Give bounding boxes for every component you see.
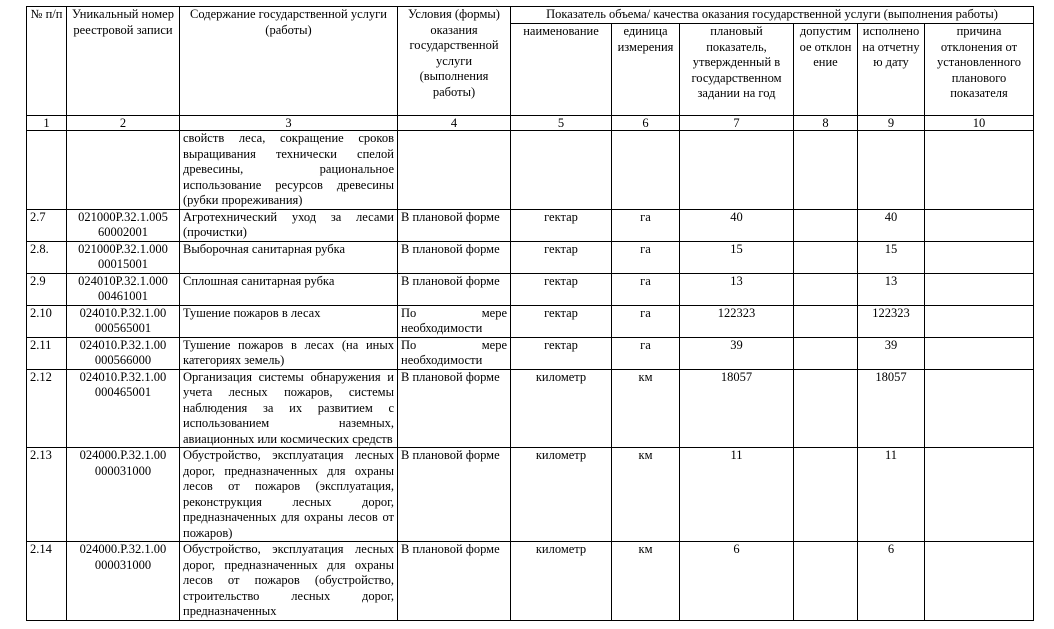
header-name: наименование xyxy=(511,24,612,116)
allowed-deviation xyxy=(794,337,858,369)
column-number: 4 xyxy=(398,116,511,131)
planned-value: 15 xyxy=(680,241,794,273)
registry-code: 024000.Р.32.1.00 000031000 xyxy=(67,448,180,542)
service-content: Тушение пожаров в лесах xyxy=(180,305,398,337)
registry-code: 024010.Р.32.1.00 000465001 xyxy=(67,369,180,448)
header-actual: исполнено на отчетную дату xyxy=(858,24,925,116)
service-conditions: В плановой форме xyxy=(398,448,511,542)
service-conditions: В плановой форме xyxy=(398,241,511,273)
header-row-top xyxy=(27,7,1034,24)
deviation-reason xyxy=(925,337,1034,369)
registry-code: 021000Р.32.1.005 60002001 xyxy=(67,209,180,241)
column-number: 10 xyxy=(925,116,1034,131)
registry-code: 024010Р.32.1.000 00461001 xyxy=(67,273,180,305)
indicator-unit: га xyxy=(612,209,680,241)
service-content: Организация системы обнаружения и учета лесных пожаров, системы наблюдения за их развитием с использованием наземных, авиационных или космических средств xyxy=(180,369,398,448)
allowed-deviation xyxy=(794,369,858,448)
indicator-name: километр xyxy=(511,369,612,448)
table-row xyxy=(27,209,1034,241)
table-row xyxy=(27,542,1034,621)
column-number: 5 xyxy=(511,116,612,131)
table-row xyxy=(27,448,1034,542)
service-content: Сплошная санитарная рубка xyxy=(180,273,398,305)
indicator-name: гектар xyxy=(511,305,612,337)
column-number-row xyxy=(27,116,1034,131)
row-number: 2.7 xyxy=(27,209,67,241)
indicator-unit: га xyxy=(612,305,680,337)
indicator-name: километр xyxy=(511,448,612,542)
actual-value: 11 xyxy=(858,448,925,542)
service-content: Выборочная санитарная рубка xyxy=(180,241,398,273)
row-number: 2.11 xyxy=(27,337,67,369)
header-planned: плановый показатель, утвержденный в государственном задании на год xyxy=(680,24,794,116)
header-registry: Уникальный номер реестровой записи xyxy=(67,7,180,116)
header-unit: единица измерения xyxy=(612,24,680,116)
header-content: Содержание государственной услуги (работы) xyxy=(180,7,398,116)
row-number: 2.13 xyxy=(27,448,67,542)
allowed-deviation xyxy=(794,273,858,305)
deviation-reason xyxy=(925,448,1034,542)
actual-value: 15 xyxy=(858,241,925,273)
planned-value: 39 xyxy=(680,337,794,369)
indicator-unit: га xyxy=(612,337,680,369)
row-number: 2.12 xyxy=(27,369,67,448)
column-number: 9 xyxy=(858,116,925,131)
allowed-deviation xyxy=(794,305,858,337)
planned-value: 122323 xyxy=(680,305,794,337)
allowed-deviation xyxy=(794,241,858,273)
planned-value: 6 xyxy=(680,542,794,621)
deviation-reason xyxy=(925,542,1034,621)
table-row xyxy=(27,273,1034,305)
column-number: 7 xyxy=(680,116,794,131)
table-row xyxy=(27,241,1034,273)
deviation-reason xyxy=(925,369,1034,448)
service-conditions: По мере необходимости xyxy=(398,305,511,337)
row-number: 2.10 xyxy=(27,305,67,337)
planned-value: 11 xyxy=(680,448,794,542)
table-row xyxy=(27,337,1034,369)
service-conditions: В плановой форме xyxy=(398,369,511,448)
column-number: 6 xyxy=(612,116,680,131)
state-task-report-table xyxy=(26,6,1034,621)
column-number: 2 xyxy=(67,116,180,131)
registry-code: 024010.Р.32.1.00 000566000 xyxy=(67,337,180,369)
actual-value: 13 xyxy=(858,273,925,305)
actual-value: 39 xyxy=(858,337,925,369)
service-conditions xyxy=(398,131,511,210)
row-number: 2.14 xyxy=(27,542,67,621)
deviation-reason xyxy=(925,241,1034,273)
allowed-deviation xyxy=(794,542,858,621)
service-conditions: По мере необходимости xyxy=(398,337,511,369)
indicator-name: гектар xyxy=(511,337,612,369)
column-number: 1 xyxy=(27,116,67,131)
planned-value: 18057 xyxy=(680,369,794,448)
column-number: 3 xyxy=(180,116,398,131)
service-content: Обустройство, эксплуатация лесных дорог, предназначенных для охраны лесов от пожаров (обустройство, строительство лесных дорог, предназначенных xyxy=(180,542,398,621)
header-reason: причина отклонения от установленного планового показателя xyxy=(925,24,1034,116)
actual-value xyxy=(858,131,925,210)
allowed-deviation xyxy=(794,448,858,542)
registry-code xyxy=(67,131,180,210)
header-conditions: Условия (формы) оказания государственной услуги (выполнения работы) xyxy=(398,7,511,116)
actual-value: 6 xyxy=(858,542,925,621)
table-row xyxy=(27,305,1034,337)
allowed-deviation xyxy=(794,131,858,210)
row-number xyxy=(27,131,67,210)
indicator-unit: га xyxy=(612,241,680,273)
service-conditions: В плановой форме xyxy=(398,209,511,241)
indicator-name: гектар xyxy=(511,241,612,273)
actual-value: 40 xyxy=(858,209,925,241)
table-row xyxy=(27,369,1034,448)
row-number: 2.9 xyxy=(27,273,67,305)
registry-code: 021000Р.32.1.000 00015001 xyxy=(67,241,180,273)
indicator-name: гектар xyxy=(511,273,612,305)
service-content: свойств леса, сокращение сроков выращивания технически спелой древесины, рациональное использование ресурсов древесины (рубки прореживания) xyxy=(180,131,398,210)
deviation-reason xyxy=(925,209,1034,241)
planned-value: 13 xyxy=(680,273,794,305)
row-number: 2.8. xyxy=(27,241,67,273)
deviation-reason xyxy=(925,131,1034,210)
planned-value xyxy=(680,131,794,210)
service-content: Агротехнический уход за лесами (прочистки) xyxy=(180,209,398,241)
indicator-unit: км xyxy=(612,542,680,621)
deviation-reason xyxy=(925,305,1034,337)
actual-value: 122323 xyxy=(858,305,925,337)
header-indicator-group: Показатель объема/ качества оказания государственной услуги (выполнения работы) xyxy=(511,7,1034,24)
deviation-reason xyxy=(925,273,1034,305)
header-num: № п/п xyxy=(27,7,67,116)
header-allowed: допустимое отклонение xyxy=(794,24,858,116)
column-number: 8 xyxy=(794,116,858,131)
indicator-unit: га xyxy=(612,273,680,305)
service-content: Обустройство, эксплуатация лесных дорог, предназначенных для охраны лесов от пожаров (эксплуатация, реконструкция лесных дорог, предназначенных для охраны лесов от пожаров) xyxy=(180,448,398,542)
allowed-deviation xyxy=(794,209,858,241)
service-conditions: В плановой форме xyxy=(398,273,511,305)
table-row xyxy=(27,131,1034,210)
indicator-unit xyxy=(612,131,680,210)
indicator-name: гектар xyxy=(511,209,612,241)
service-content: Тушение пожаров в лесах (на иных категориях земель) xyxy=(180,337,398,369)
registry-code: 024000.Р.32.1.00 000031000 xyxy=(67,542,180,621)
planned-value: 40 xyxy=(680,209,794,241)
service-conditions: В плановой форме xyxy=(398,542,511,621)
registry-code: 024010.Р.32.1.00 000565001 xyxy=(67,305,180,337)
indicator-name xyxy=(511,131,612,210)
indicator-unit: км xyxy=(612,448,680,542)
indicator-name: километр xyxy=(511,542,612,621)
actual-value: 18057 xyxy=(858,369,925,448)
indicator-unit: км xyxy=(612,369,680,448)
